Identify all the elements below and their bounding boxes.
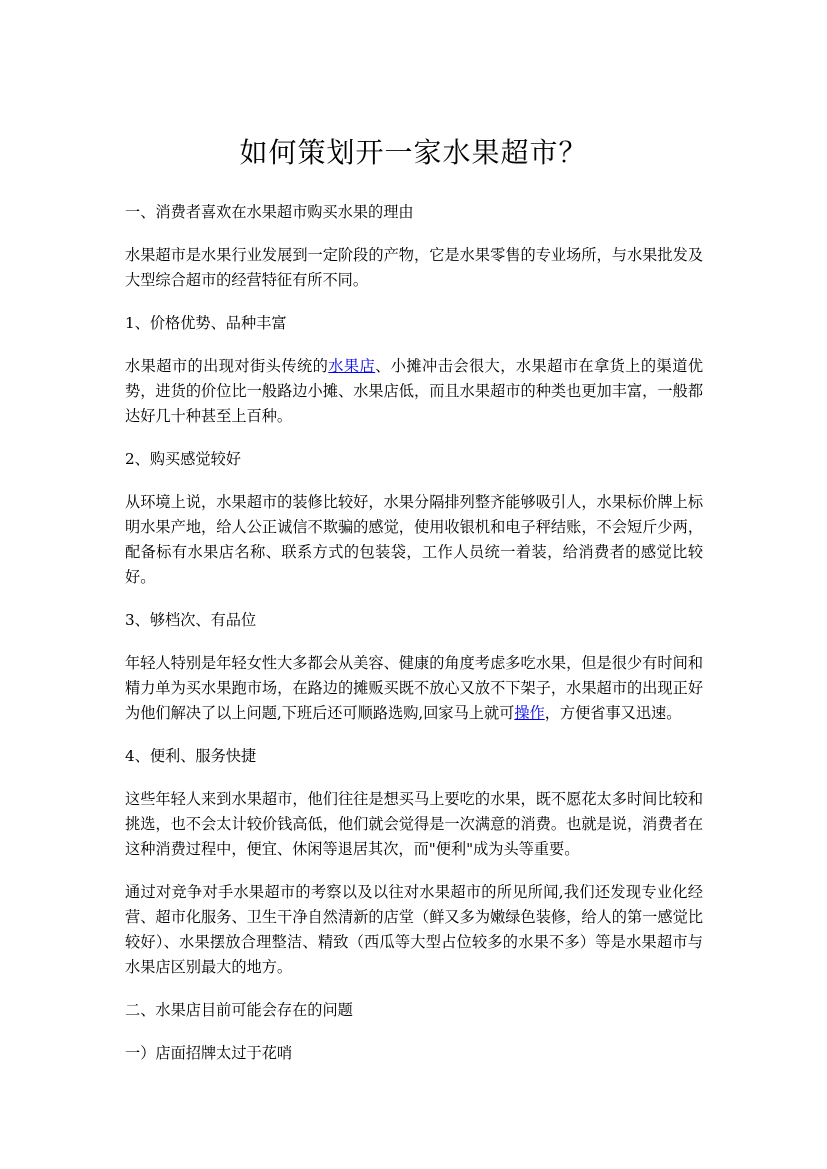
operation-link[interactable]: 操作 (514, 704, 545, 722)
point-3-text-before: 年轻人特别是年轻女性大多都会从美容、健康的角度考虑多吃水果，但是很少有时间和精力单为买水果跑市场，在路边的摊贩买既不放心又放不下架子，水果超市的出现正好为他们解决了以上问题,下班后还可顺路选购,回家马上就可 (125, 654, 703, 722)
point-heading-4: 4、便利、服务快捷 (125, 747, 257, 765)
section-heading-1: 一、消费者喜欢在水果超市购买水果的理由 (125, 203, 414, 221)
page-title: 如何策划开一家水果超市？ (239, 136, 588, 169)
point-3-text-after: ，方便省事又迅速。 (544, 704, 682, 722)
intro-paragraph: 水果超市是水果行业发展到一定阶段的产物，它是水果零售的专业场所，与水果批发及大型综合超市的经营特征有所不同。 (125, 246, 703, 289)
section-heading-2: 二、水果店目前可能会存在的问题 (125, 1001, 353, 1019)
point-paragraph-3 (125, 651, 703, 726)
point-paragraph-2: 从环境上说，水果超市的装修比较好，水果分隔排列整齐能够吸引人，水果标价牌上标明水果产地，给人公正诚信不欺骗的感觉，使用收银机和电子秤结账，不会短斤少两，配备标有水果店名称、联系方式的包装袋，工作人员统一着装，给消费者的感觉比较好。 (125, 493, 703, 586)
point-1-text-before: 水果超市的出现对街头传统的 (125, 357, 329, 375)
point-1-text-after: 、小摊冲击会很大，水果超市在拿货上的渠道优势，进货的价位比一般路边小摊、水果店低，而且水果超市的种类也更加丰富，一般都达好几十种甚至上百种。 (125, 357, 704, 425)
point-paragraph-1 (125, 354, 703, 429)
point-heading-2: 2、购买感觉较好 (125, 450, 241, 468)
fruit-shop-link[interactable]: 水果店 (328, 357, 376, 375)
summary-paragraph: 通过对竞争对手水果超市的考察以及以往对水果超市的所见所闻,我们还发现专业化经营、超市化服务、卫生干净自然清新的店堂（鲜又多为嫩绿色装修，给人的第一感觉比较好）、水果摆放合理整洁、精致（西瓜等大型占位较多的水果不多）等是水果超市与水果店区别最大的地方。 (125, 883, 703, 976)
point-heading-3: 3、够档次、有品位 (125, 611, 257, 629)
point-paragraph-4: 这些年轻人来到水果超市，他们往往是想买马上要吃的水果，既不愿花太多时间比较和挑选，也不会太计较价钱高低，他们就会觉得是一次满意的消费。也就是说，消费者在这种消费过程中，便宜、休闲等退居其次，而"便利"成为头等重要。 (125, 790, 703, 858)
point-heading-1: 1、价格优势、品种丰富 (125, 314, 287, 332)
document-body (125, 200, 703, 1084)
subsection-heading-1: 一）店面招牌太过于花哨 (125, 1044, 293, 1062)
